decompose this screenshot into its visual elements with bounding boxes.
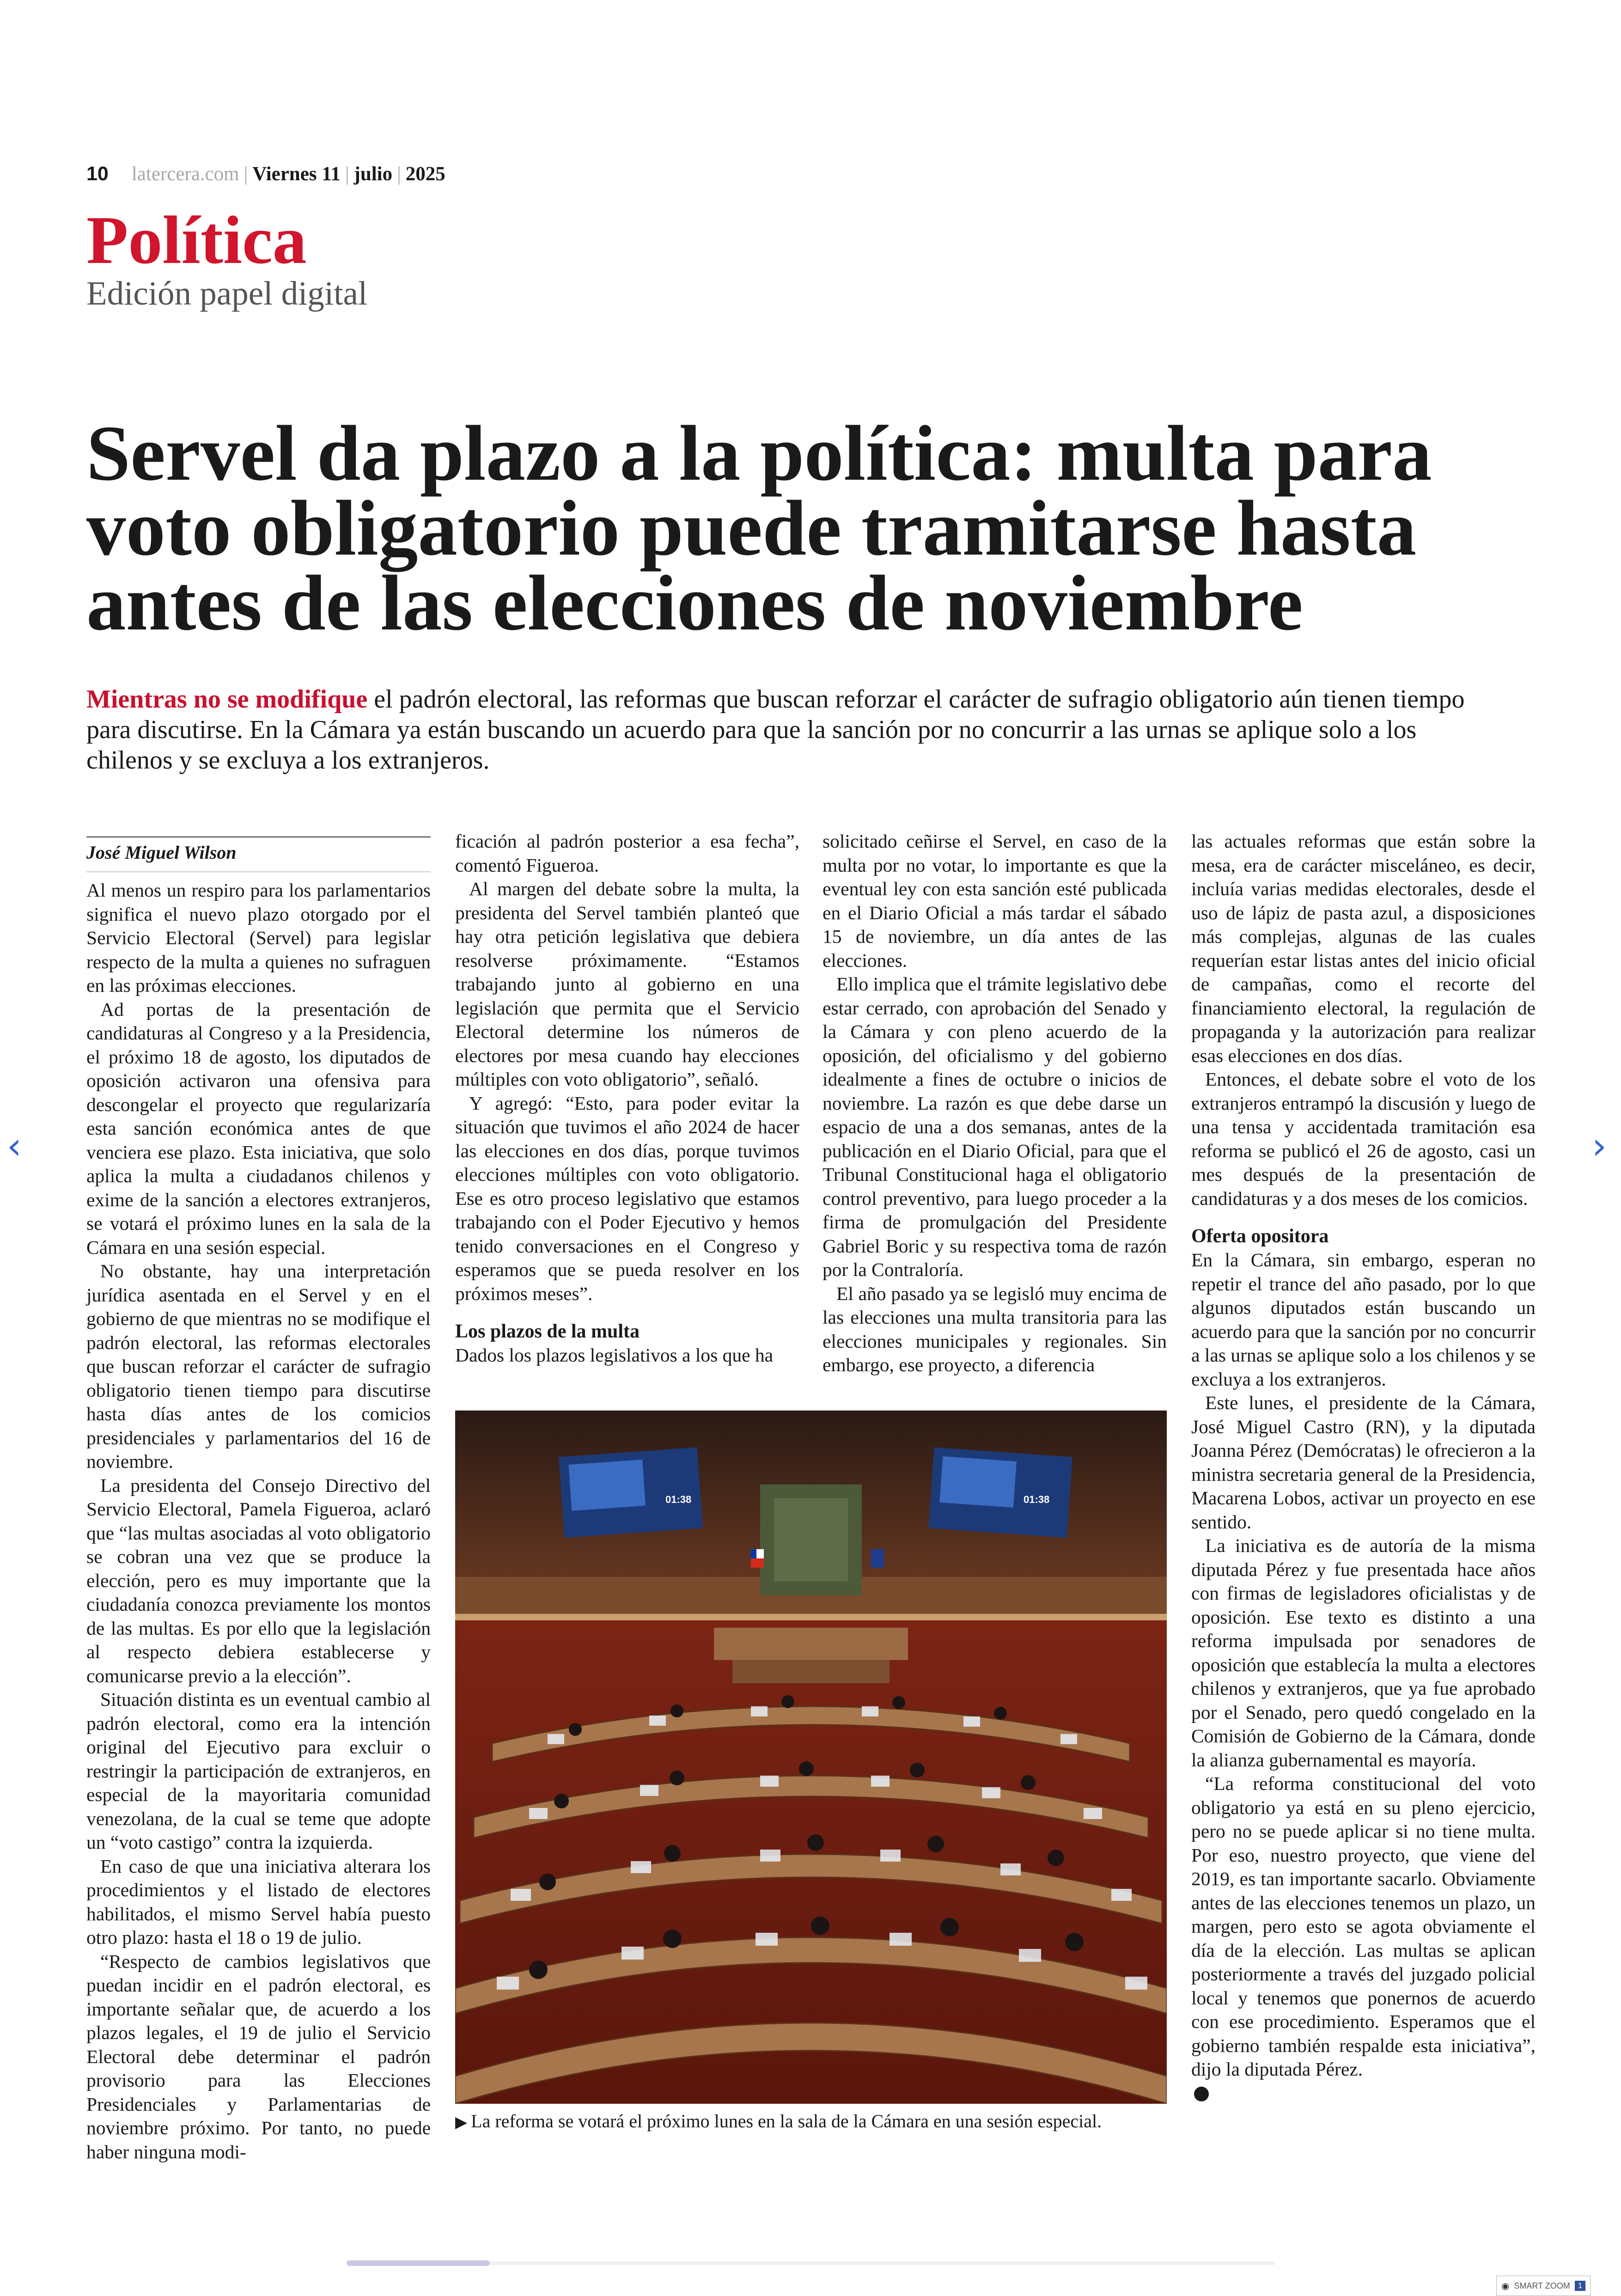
smart-zoom-label: SMART ZOOM	[1514, 2281, 1570, 2290]
smart-zoom-button[interactable]	[1496, 2276, 1591, 2296]
edition-label: Edición papel digital	[86, 275, 368, 312]
lede-lead: Mientras no se modifique	[86, 685, 368, 714]
byline: José Miguel Wilson	[86, 841, 431, 872]
column-4	[1191, 830, 1536, 2105]
paragraph: Este lunes, el presidente de la Cámara, José Miguel Castro (RN), y la diputada Joanna Pérez (Demócratas) le ofrecieron a la ministra secretaria general de la Presidencia, Macarena Lobos, activar un proyecto en ese sentido.	[1191, 1392, 1536, 1533]
screen-clock-right: 01:38	[1024, 1494, 1050, 1505]
eye-icon: ◉	[1501, 2281, 1510, 2291]
paragraph: Ad portas de la presentación de candidaturas al Congreso y a la Presidencia, el próximo 18 de agosto, los diputados de oposición activaron una ofensiva para descongelar el proyecto que regularizaría esta sanción económica antes de que venciera ese plazo. Esta iniciativa, que solo aplica la multa a ciudadanos chilenos y exime de la sanción a electores extranjeros, se votará el próximo lunes en la sala de la Cámara en una sesión especial.	[86, 998, 431, 1258]
photo-caption	[455, 2110, 1176, 2134]
paragraph: solicitado ceñirse el Servel, en caso de la multa por no votar, lo importante es que la eventual ley con esta sanción esté publicada en el Diario Oficial a más tardar el sábado 15 de noviembre, un día antes de las elecciones.	[823, 830, 1167, 971]
paragraph: Al margen del debate sobre la multa, la presidenta del Servel también planteó que hay otra petición legislativa que debiera resolverse próximamente. “Estamos trabajando junto al gobierno en una legislación que permita que el Servicio Electoral determine los números de electores por mesa cuando hay elecciones múltiples con voto obligatorio”, señaló.	[455, 878, 799, 1090]
caption-arrow-icon: ▶	[455, 2114, 468, 2131]
caption-text: La reforma se votará el próximo lunes en la sala de la Cámara en una sesión especial.	[471, 2111, 1102, 2131]
column-2	[455, 830, 799, 1368]
masthead-line: 10 latercera.com | Viernes 11 | julio | 2025	[86, 163, 445, 185]
date-year: 2025	[405, 163, 445, 185]
section-title: Política	[86, 202, 307, 278]
scrollbar-thumb[interactable]	[347, 2260, 490, 2266]
paragraph: Entonces, el debate sobre el voto de los extranjeros entrampó la discusión y luego de una tensa y accidentada tramitación esa reforma se publicó el 26 de agosto, casi un mes después de la presentación de candidaturas y a dos meses de los comicios.	[1191, 1069, 1536, 1209]
page-number: 10	[86, 163, 109, 185]
screen-clock-left: 01:38	[665, 1494, 692, 1505]
paragraph: Dados los plazos legislativos a los que ha	[455, 1344, 774, 1366]
paragraph: ficación al padrón posterior a esa fecha”, comentó Figueroa.	[455, 830, 799, 876]
subheading-oferta: Oferta opositora	[1191, 1226, 1329, 1247]
column-3	[823, 830, 1167, 1377]
paragraph: Y agregó: “Esto, para poder evitar la situación que tuvimos el año 2024 de hacer las elecciones en dos días, porque tuvimos elecciones múltiples con voto obligatorio. Ese es otro proceso legislativo que estamos trabajando con el Poder Ejecutivo y hemos tenido conversaciones en el Congreso y esperamos que se pueda resolver en los próximos meses”.	[455, 1092, 799, 1304]
end-of-article-mark	[1194, 2087, 1209, 2101]
paragraph: Al menos un respiro para los parlamentarios significa el nuevo plazo otorgado por el Servicio Electoral (Servel) para legislar respecto de la multa a quienes no sufraguen en las próximas elecciones.	[86, 879, 431, 996]
paragraph: El año pasado ya se legisló muy encima de las elecciones una multa transitoria para las elecciones municipales y regionales. Sin embargo, ese proyecto, a diferencia	[823, 1282, 1167, 1375]
article-headline: Servel da plazo a la política: multa para voto obligatorio puede tramitarse hasta antes de las elecciones de noviembre	[86, 409, 1432, 647]
lede-text: el padrón electoral, las reformas que buscan reforzar el carácter de sufragio obligatorio aún tienen tiempo para discutirse. En la Cámara ya están buscando un acuerdo para que la sanción por no concurrir a las urnas se aplique solo a los chilenos y se excluya a los extranjeros.	[86, 685, 1465, 775]
paragraph: “La reforma constitucional del voto obligatorio ya está en su pleno ejercicio, pero no se puede aplicar si no tiene multa. Por eso, nuestro proyecto, que viene del 2019, es tan importante sacarlo. Obviamente antes de las elecciones tenemos un plazo, un margen, pero esto se agota obviamente el día de la elección. Las multas se aplican posteriormente a través del juzgado policial local y tenemos que ponernos de acuerdo con ese procedimiento. Esperamos que el gobierno también respalde esta iniciativa”, dijo la diputada Pérez.	[1191, 1773, 1536, 2080]
chamber-photo	[455, 1411, 1167, 2104]
site-name: latercera.com	[131, 163, 239, 185]
chevron-right-icon[interactable]: ›	[1592, 1124, 1607, 1167]
chevron-left-icon[interactable]: ‹	[7, 1124, 22, 1167]
paragraph: En caso de que una iniciativa alterara los procedimientos y el listado de electores habilitados, el mismo Servel había puesto otro plazo: hasta el 18 o 19 de julio.	[86, 1855, 431, 1948]
smart-zoom-page: 1	[1575, 2281, 1585, 2291]
paragraph: Ello implica que el trámite legislativo debe estar cerrado, con aprobación del Senado y la Cámara y con pleno acuerdo de la oposición, del oficialismo y del gobierno idealmente a fines de octubre o inicios de noviembre. La razón es que debe darse un espacio de una a dos semanas, antes de la publicación en el Diario Oficial, para que el Tribunal Constitucional haga el obligatorio control preventivo, para luego proceder a la firma de promulgación del Presidente Gabriel Boric y su respectiva toma de razón por la Contraloría.	[823, 973, 1167, 1280]
chamber-photo-illustration	[455, 1411, 1167, 2104]
article-lede	[86, 684, 1473, 776]
paragraph: No obstante, hay una interpretación jurídica asentada en el Servel y en el gobierno de que mientras no se modifique el padrón electoral, las reformas electorales que buscan reforzar el carácter de sufragio obligatorio tienen tiempo para discutirse hasta días antes de los comicios presidenciales y parlamentarios del 16 de noviembre.	[86, 1260, 431, 1472]
paragraph: Situación distinta es un eventual cambio al padrón electoral, como era la intención original del Ejecutivo para excluir o restringir la participación de extranjeros, en especial de la mayoritaria comunidad venezolana, de la cual se teme que adopte un “voto castigo” contra la izquierda.	[86, 1689, 431, 1853]
paragraph: La presidenta del Consejo Directivo del Servicio Electoral, Pamela Figueroa, aclaró que “las multas asociadas al voto obligatorio se cobran una vez que se produce la elección, pero es muy importante que la ciudadanía conozca previamente los montos de las multas. Es por ello que la legislación al respecto debiera establecerse y comunicarse previo a la elección”.	[86, 1474, 431, 1686]
paragraph: En la Cámara, sin embargo, esperan no repetir el trance del año pasado, por lo que algunos diputados están buscando un acuerdo para que la sanción por no concurrir a las urnas se aplique solo a los chilenos y se excluya a los extranjeros.	[1191, 1249, 1536, 1390]
column-1	[86, 837, 431, 2164]
paragraph: La iniciativa es de autoría de la misma diputada Pérez y fue presentada hace años con firmas de legisladores oficialistas y de oposición. Ese texto es distinto a una reforma impulsada por senadores de oposición que establecía la multa a electores chilenos y extranjeros, que ya fue aprobado por el Senado, pero quedó congelado en la Comisión de Gobierno de la Cámara, donde la alianza gubernamental es mayoría.	[1191, 1535, 1536, 1771]
paragraph: las actuales reformas que están sobre la mesa, era de carácter misceláneo, es decir, incluía varias medidas electorales, desde el uso de lápiz de pasta azul, a disposiciones más complejas, algunas de las cuales requerían estar listas antes del inicio oficial de campañas, como el recorte del financiamiento electoral, la regulación de propaganda y la autorización para realizar esas elecciones en dos días.	[1191, 830, 1536, 1066]
date-day: Viernes 11	[252, 163, 341, 185]
date-month: julio	[353, 163, 393, 185]
paragraph: “Respecto de cambios legislativos que puedan incidir en el padrón electoral, es importante señalar que, de acuerdo a los plazos legales, el 19 de julio el Servicio Electoral debe determinar el padrón provisorio para las Elecciones Presidenciales y Parlamentarias de noviembre próximo. Por tanto, no puede haber ninguna modi-	[86, 1950, 431, 2162]
subheading-plazos: Los plazos de la multa	[455, 1321, 640, 1342]
